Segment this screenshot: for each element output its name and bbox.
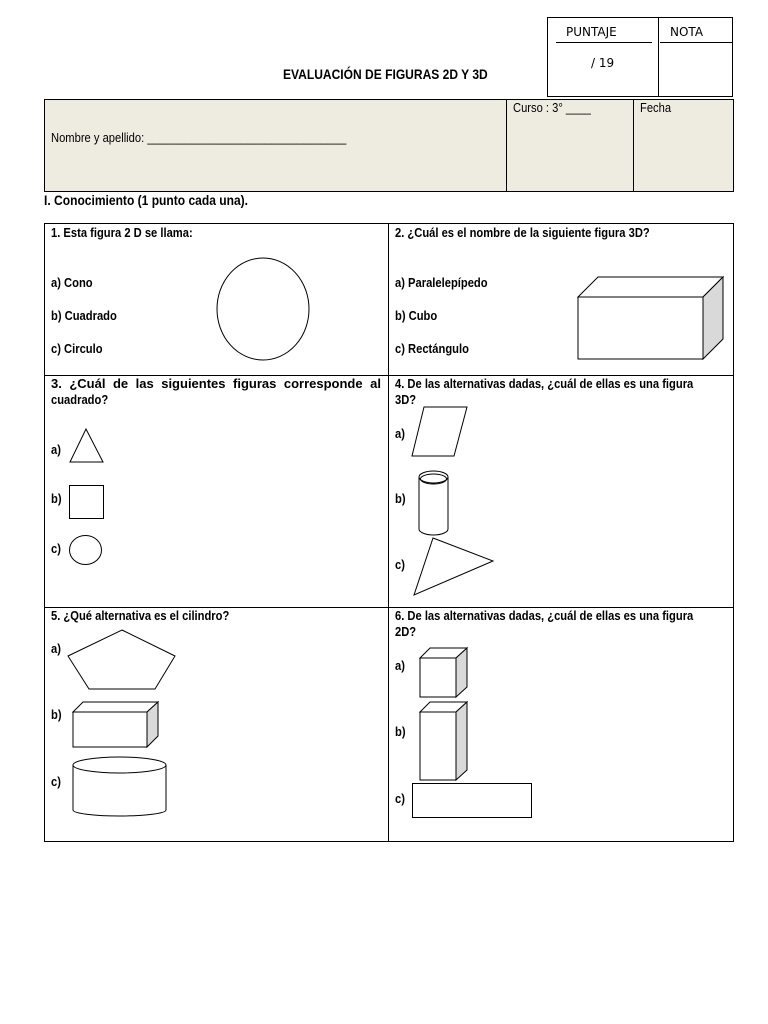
question-6-option-c[interactable]: c)	[395, 791, 405, 806]
box-figure	[72, 701, 160, 749]
tall-prism-figure	[419, 701, 469, 783]
cube-figure	[419, 647, 469, 699]
question-1-option-c[interactable]: c) Circulo	[51, 341, 103, 356]
question-4-text-line1: 4. De las alternativas dadas, ¿cuál de ellas es una figura	[395, 376, 694, 391]
square-figure	[69, 485, 105, 519]
question-grid	[44, 223, 734, 842]
circle-figure	[215, 257, 311, 363]
question-3-option-c[interactable]: c)	[51, 541, 61, 556]
prism-figure	[577, 275, 725, 361]
rectangle-figure	[412, 783, 534, 819]
question-6-option-b[interactable]: b)	[395, 724, 406, 739]
parallelogram-figure	[411, 406, 469, 458]
grade-label: NOTA	[670, 25, 704, 39]
date-field[interactable]: Fecha	[640, 100, 672, 115]
pentagon-figure	[67, 629, 177, 691]
score-box-divider	[658, 18, 659, 96]
course-field[interactable]: Curso : 3° ____	[513, 100, 591, 115]
question-3-text-line2: cuadrado?	[51, 392, 109, 407]
question-4-option-b[interactable]: b)	[395, 491, 406, 506]
question-1-text: 1. Esta figura 2 D se llama:	[51, 225, 193, 240]
cylinder-figure	[418, 469, 450, 537]
question-6-text-line2: 2D?	[395, 624, 417, 639]
question-6-text-line1: 6. De las alternativas dadas, ¿cuál de ellas es una figura	[395, 608, 694, 623]
info-divider-2	[633, 100, 634, 191]
cylinder-horizontal-figure	[72, 756, 168, 818]
question-4-text-line2: 3D?	[395, 392, 417, 407]
name-field[interactable]: Nombre y apellido: ________________________________	[51, 130, 347, 145]
question-1-option-a[interactable]: a) Cono	[51, 275, 93, 290]
question-2-option-c[interactable]: c) Rectángulo	[395, 341, 469, 356]
question-3-option-b[interactable]: b)	[51, 491, 62, 506]
grid-vertical-divider	[388, 224, 389, 841]
score-label: PUNTAJE	[566, 25, 617, 39]
question-6-option-a[interactable]: a)	[395, 658, 405, 673]
question-5-text: 5. ¿Qué alternativa es el cilindro?	[51, 608, 230, 623]
page-title: EVALUACIÓN DE FIGURAS 2D Y 3D	[283, 66, 488, 82]
question-5-option-b[interactable]: b)	[51, 707, 62, 722]
question-2-text: 2. ¿Cuál es el nombre de la siguiente figura 3D?	[395, 225, 650, 240]
info-divider-1	[506, 100, 507, 191]
question-2-option-b[interactable]: b) Cubo	[395, 308, 438, 323]
question-3-option-a[interactable]: a)	[51, 442, 61, 457]
question-3-text-line1: 3. ¿Cuál de las siguientes figuras corresponde al	[51, 376, 381, 391]
question-1-option-b[interactable]: b) Cuadrado	[51, 308, 117, 323]
small-circle-figure	[69, 535, 103, 565]
student-info-row	[44, 99, 734, 192]
section-title: I. Conocimiento (1 punto cada una).	[44, 192, 249, 208]
score-underline	[556, 42, 652, 43]
question-5-option-c[interactable]: c)	[51, 774, 61, 789]
question-5-option-a[interactable]: a)	[51, 641, 61, 656]
triangle-figure	[69, 428, 105, 464]
triangle-2d-figure	[413, 537, 495, 597]
question-4-option-c[interactable]: c)	[395, 557, 405, 572]
grade-underline	[660, 42, 732, 43]
question-2-option-a[interactable]: a) Paralelepípedo	[395, 275, 488, 290]
score-box	[547, 17, 733, 97]
score-value[interactable]: / 19	[591, 56, 615, 70]
question-4-option-a[interactable]: a)	[395, 426, 405, 441]
